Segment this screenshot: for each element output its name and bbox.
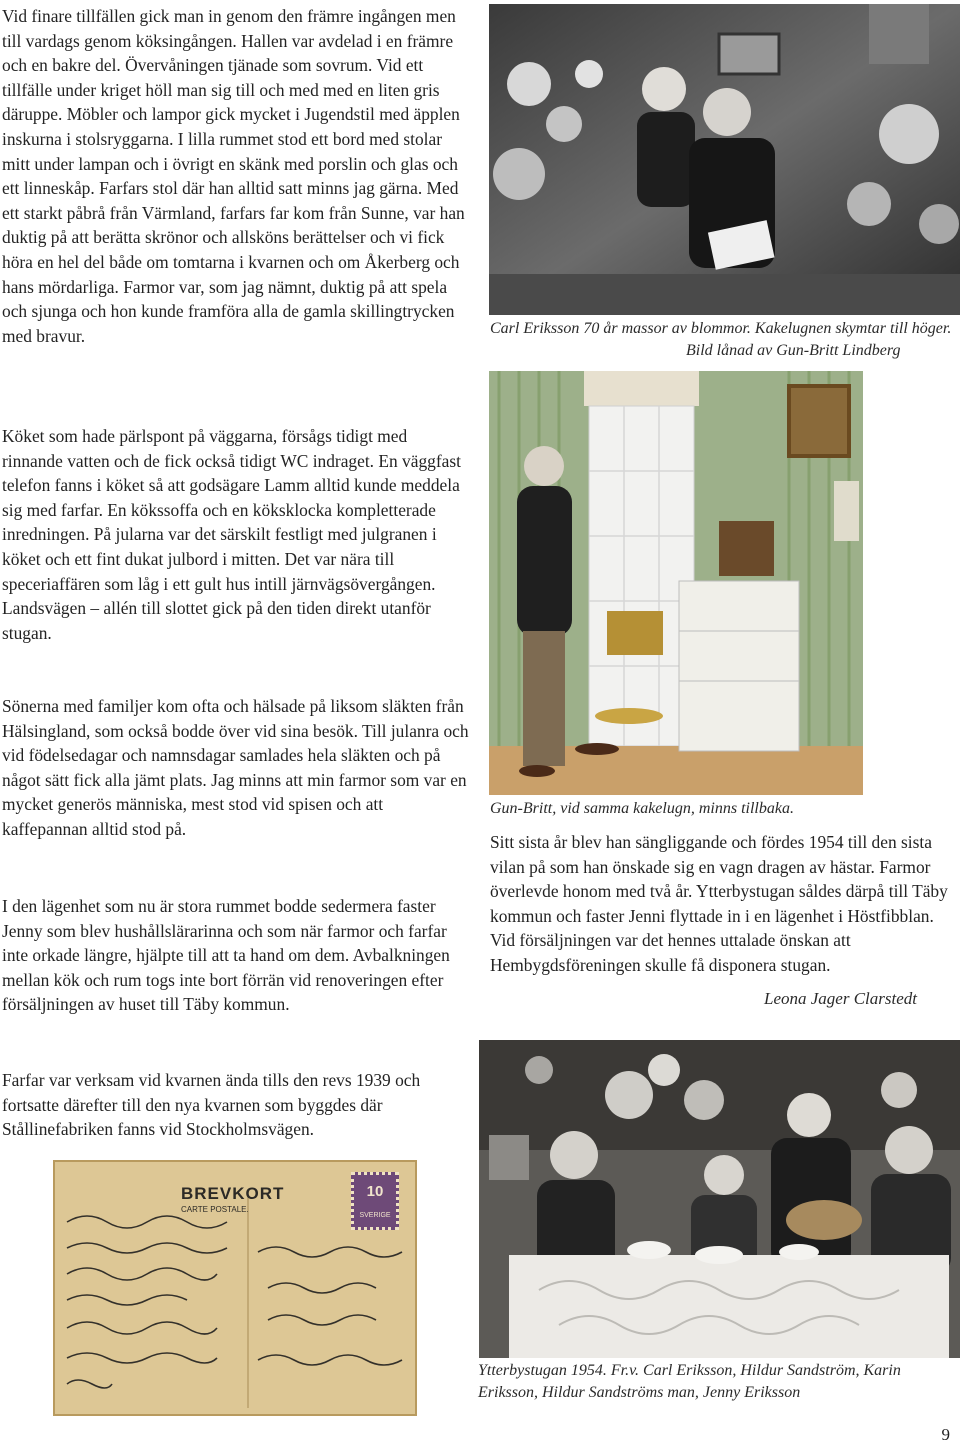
photo-gun-britt-stove — [489, 371, 863, 795]
paragraph-kitchen: Köket som hade pärlspont på väggarna, försågs tidigt med rinnande vatten och de fick också tidigt WC indraget. En väggfast telefon fanns i köket så att godsägare Lamm alltid kunde meddela sig med farfar. En kökssoffa och en köksklocka kompletterade inredningen. På jularna var det särskilt festligt med julgranen i köket och ett fint dukat julbord i mitten. Det var nära till speceriaffären som låg i ett gult hus intill järnvägsövergången. Landsvägen – allén till slottet gick på den tiden direkt utanför stugan. — [2, 426, 461, 643]
paragraph-final-years: Sitt sista år blev han sängliggande och fördes 1954 till den sista vilan på som han önskade sig en vagn dragen av hästar. Farmor överlevde honom med två år. Ytterbystugan såldes därpå till Täby kommun och faster Jenni flyttade in i en lägenhet i Höstfibblan. Vid försäljningen var det hennes uttalade önskan att Hembygdsföreningen skulle få disponera stugan. — [490, 832, 948, 975]
caption-text: Carl Eriksson 70 år massor av blommor. Kakelugnen skymtar till höger. — [490, 320, 952, 337]
paragraph-apartment: I den lägenhet som nu är stora rummet bodde sedermera faster Jenny som blev hushållslärarinna och som när farmor och farfar inte orkade längre, hjälpte till att ta hand om dem. Avbalkningen mellan kök och rum togs inte bort förrän vid renoveringen efter försäljningen av huset till Täby kommun. — [2, 896, 450, 1015]
stamp-country: SVERIGE — [359, 1212, 391, 1219]
author-signature: Leona Jager Clarstedt — [764, 989, 917, 1008]
postcard-title: BREVKORT — [181, 1184, 285, 1203]
caption-gun-britt: Gun-Britt, vid samma kakelugn, minns tillbaka. — [490, 800, 794, 817]
paragraph-mill: Farfar var verksam vid kvarnen ända tills den revs 1939 och fortsatte därefter till den nya kvarnen som byggdes där Stållinefabriken fanns vid Stockholmsvägen. — [2, 1070, 421, 1140]
photo-ytterbystugan-1954 — [479, 1040, 960, 1358]
postcard-subtitle: CARTE POSTALE. — [181, 1205, 249, 1214]
postcard-brevkort — [53, 1160, 417, 1416]
photo-carl-eriksson-70 — [489, 4, 960, 315]
paragraph-family-visits: Sönerna med familjer kom ofta och hälsade på liksom släkten från Hälsingland, som också bodde över vid sina besök. Till julanra och vid födelsedagar och namnsdagar samlades hela släkten och på något sätt fick alla jämt plats. Jag minns att min farmor som var en mycket generös människa, mest stod vid spisen och att kaffepannan alltid stod på. — [2, 696, 469, 839]
photo-credit: Bild lånad av Gun-Britt Lindberg — [686, 342, 901, 359]
caption-carl-eriksson-70 — [490, 318, 955, 362]
caption-ytterbystugan-1954: Ytterbystugan 1954. Fr.v. Carl Eriksson, Hildur Sandström, Karin Eriksson, Hildur Sandströms man, Jenny Eriksson — [478, 1362, 901, 1401]
stamp — [351, 1172, 399, 1230]
page-number: 9 — [941, 1425, 950, 1444]
stamp-value: 10 — [366, 1183, 384, 1200]
paragraph-interior: Vid finare tillfällen gick man in genom den främre ingången men till vardags genom köksingången. Hallen var avdelad i en främre och en bakre del. Övervåningen tjänade som sovrum. Vid ett tillfälle under kriget höll man sig till och med med en liten gris däruppe. Möbler och lampor gick mycket i Jugendstil med äpplen inskurna i stolsryggarna. I lilla rummet stod ett bord med stolar mitt under lampan och i övrigt en skänk med porslin och glas och ett linneskåp. Farfars stol där han alltid satt minns jag gärna. Med ett starkt påbrå från Värmland, farfars far kom från Sunne, var han duktig på att berätta skrönor och allsköns berättelser och vi fick höra en hel del både om tomtarna i kvarnen och om Åkerberg och hans mördarliga. Farmor var, som jag nämnt, duktig på att spela och sjunga och hon kunde framföra alla de gamla skillingtrycken med bravur. — [2, 6, 465, 346]
